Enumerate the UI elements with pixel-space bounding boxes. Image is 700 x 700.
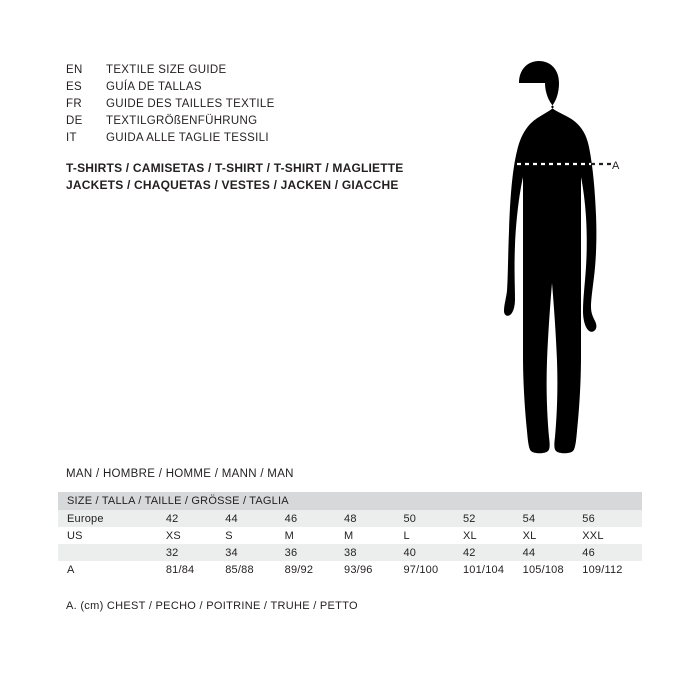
row-label-us-numeric bbox=[58, 544, 166, 561]
language-list bbox=[66, 64, 446, 149]
table-row bbox=[58, 510, 642, 527]
language-row-en bbox=[66, 64, 446, 81]
cell-usnum-1: 34 bbox=[225, 544, 284, 561]
table-title: MAN / HOMBRE / HOMME / MANN / MAN bbox=[66, 468, 294, 480]
language-text-fr: GUIDE DES TAILLES TEXTILE bbox=[106, 98, 275, 110]
cell-europe-5: 52 bbox=[463, 510, 523, 527]
size-table bbox=[58, 492, 642, 578]
cell-us-0: XS bbox=[166, 527, 225, 544]
language-text-it: GUIDA ALLE TAGLIE TESSILI bbox=[106, 132, 269, 144]
cell-us-5: XL bbox=[463, 527, 523, 544]
male-figure-illustration bbox=[455, 55, 655, 455]
cell-a-3: 93/96 bbox=[344, 561, 403, 578]
cell-europe-1: 44 bbox=[225, 510, 284, 527]
garment-line-tshirts: T-SHIRTS / CAMISETAS / T-SHIRT / T-SHIRT / MAGLIETTE bbox=[66, 161, 404, 175]
cell-usnum-4: 40 bbox=[403, 544, 463, 561]
cell-us-6: XL bbox=[523, 527, 583, 544]
cell-a-0: 81/84 bbox=[166, 561, 225, 578]
cell-us-1: S bbox=[225, 527, 284, 544]
cell-europe-2: 46 bbox=[285, 510, 344, 527]
cell-a-7: 109/112 bbox=[582, 561, 642, 578]
language-code-it: IT bbox=[66, 132, 77, 144]
size-table-header-row bbox=[58, 492, 642, 510]
cell-a-2: 89/92 bbox=[285, 561, 344, 578]
language-row-es bbox=[66, 81, 446, 98]
cell-us-3: M bbox=[344, 527, 403, 544]
cell-usnum-6: 44 bbox=[523, 544, 583, 561]
language-code-en: EN bbox=[66, 64, 83, 76]
row-label-a: A bbox=[58, 561, 166, 578]
size-table-header-cell: SIZE / TALLA / TAILLE / GRÖSSE / TAGLIA bbox=[58, 492, 642, 510]
language-code-de: DE bbox=[66, 115, 83, 127]
footnote: A. (cm) CHEST / PECHO / POITRINE / TRUHE / PETTO bbox=[66, 600, 358, 612]
cell-a-1: 85/88 bbox=[225, 561, 284, 578]
cell-usnum-2: 36 bbox=[285, 544, 344, 561]
chest-measure-label: A bbox=[612, 160, 620, 172]
cell-a-4: 97/100 bbox=[403, 561, 463, 578]
cell-usnum-7: 46 bbox=[582, 544, 642, 561]
language-text-en: TEXTILE SIZE GUIDE bbox=[106, 64, 227, 76]
row-label-us: US bbox=[58, 527, 166, 544]
garment-line-jackets: JACKETS / CHAQUETAS / VESTES / JACKEN / GIACCHE bbox=[66, 178, 399, 192]
size-table-head bbox=[58, 492, 642, 510]
male-silhouette-icon bbox=[455, 55, 655, 455]
cell-us-7: XXL bbox=[582, 527, 642, 544]
language-code-es: ES bbox=[66, 81, 82, 93]
cell-us-2: M bbox=[285, 527, 344, 544]
cell-usnum-0: 32 bbox=[166, 544, 225, 561]
language-row-de bbox=[66, 115, 446, 132]
cell-europe-0: 42 bbox=[166, 510, 225, 527]
language-row-it bbox=[66, 132, 446, 149]
cell-europe-3: 48 bbox=[344, 510, 403, 527]
cell-a-6: 105/108 bbox=[523, 561, 583, 578]
garment-categories bbox=[66, 160, 486, 194]
size-table-body bbox=[58, 510, 642, 578]
cell-europe-7: 56 bbox=[582, 510, 642, 527]
cell-usnum-3: 38 bbox=[344, 544, 403, 561]
cell-europe-6: 54 bbox=[523, 510, 583, 527]
language-text-de: TEXTILGRÖßENFÜHRUNG bbox=[106, 115, 258, 127]
cell-europe-4: 50 bbox=[403, 510, 463, 527]
language-code-fr: FR bbox=[66, 98, 82, 110]
language-text-es: GUÍA DE TALLAS bbox=[106, 81, 202, 93]
cell-us-4: L bbox=[403, 527, 463, 544]
cell-usnum-5: 42 bbox=[463, 544, 523, 561]
table-row bbox=[58, 561, 642, 578]
table-row bbox=[58, 527, 642, 544]
table-row bbox=[58, 544, 642, 561]
language-row-fr bbox=[66, 98, 446, 115]
row-label-europe: Europe bbox=[58, 510, 166, 527]
cell-a-5: 101/104 bbox=[463, 561, 523, 578]
